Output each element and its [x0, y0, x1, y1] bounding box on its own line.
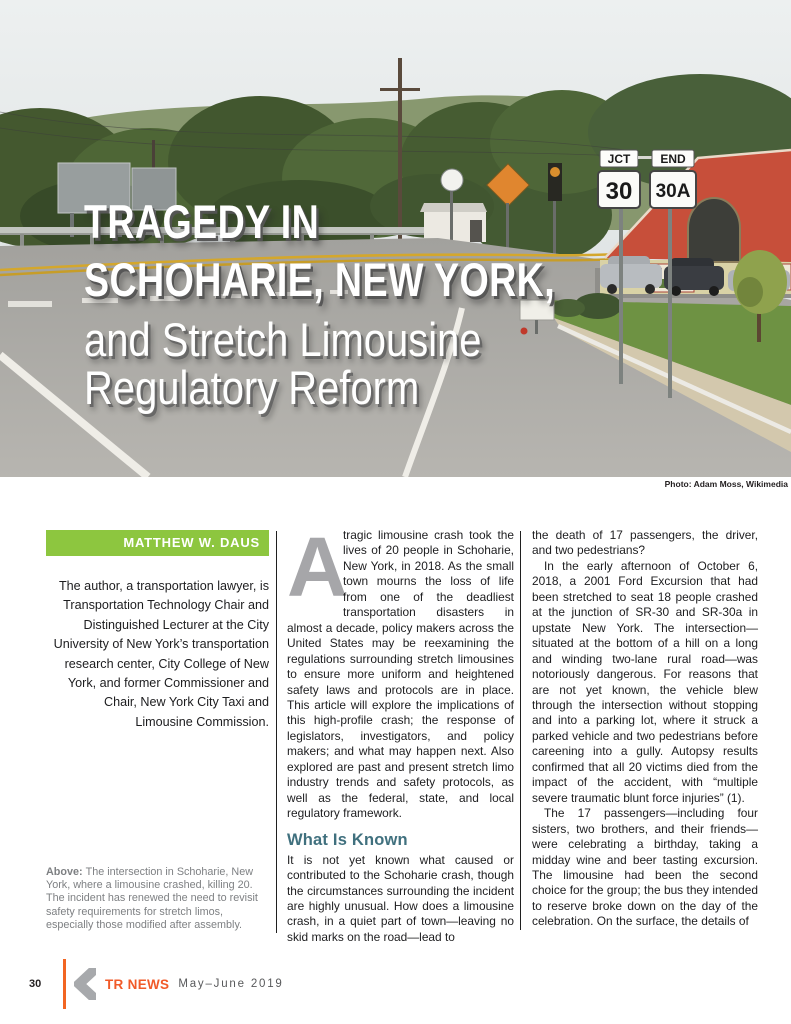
- page-footer: [29, 958, 284, 1010]
- paragraph: In the early afternoon of October 6, 2018, a 2001 Ford Excursion that had been stretched to seat 18 people crashed at the junction of SR-30 and SR-30a in upstate New York. The intersection—situated at the bottom of a hill on a long and winding two-lane rural road—was notoriously dangerous. For reasons that are not yet known, the vehicle blew through the intersection without stopping and into a parking lot, where it struck a parked vehicle and two pedestrians before careening into a gully. Autopsy results confirmed that all 20 victims died from the impact of the accident, with “multiple severe traumatic blunt force injuries” (1).: [532, 558, 758, 805]
- author-bio: The author, a transportation lawyer, is Transportation Technology Chair and Distinguished Lecturer at the City University of New York’s transportation research center, City College of New York, and former Commissioner and Chair, New York City Taxi and Limousine Commission.: [53, 579, 269, 729]
- page-number: 30: [29, 978, 42, 990]
- article-column-2: [532, 528, 758, 930]
- paragraph: It is not yet known what caused or contributed to the Schoharie crash, though the circumstances surrounding the incident are highly unusual. How does a limousine crash, in a quiet part of town—leaving no skid marks on the road—lead to: [287, 852, 514, 944]
- drop-cap: A: [287, 520, 348, 614]
- column-rule-1: [276, 531, 277, 933]
- photo-caption: [46, 866, 270, 932]
- round-route-sign: [441, 169, 463, 191]
- headline-line-2: SCHOHARIE, NEW YORK,: [84, 253, 556, 306]
- section-heading-what-is-known: What Is Known: [287, 830, 408, 849]
- photo-credit: Photo: Adam Moss, Wikimedia: [664, 479, 788, 489]
- sign-post: [535, 320, 538, 334]
- footer-orange-rule: [63, 959, 66, 1009]
- arched-window: [688, 198, 740, 262]
- hero-photo: [0, 0, 791, 477]
- headline-line-1: TRAGEDY IN: [84, 195, 320, 248]
- chevron-left-icon: [74, 968, 96, 1000]
- fire-hydrant: [521, 328, 528, 335]
- intro-text: tragic limousine crash took the lives of 20 people in Schoharie, New York, in 2018. As the small town mourns the loss of life from one of the deadliest transportation disasters in almost a decade, policy makers across the United States may be reexamining the regulations surrounding stretch limousines to ensure more uniform and heightened safety laws and protocols are in place. This article will explore the implications of this high-profile crash; the response of legislators, investigators, and policy makers; and what may happen next. Also explored are past and present stretch limo industry trends and safety protocols, as well as the federal, state, and local regulatory framework.: [287, 528, 514, 821]
- magazine-logo: TR NEWS: [105, 976, 170, 992]
- route-30a-text: 30A: [655, 181, 691, 202]
- bush: [551, 299, 585, 317]
- intro-paragraph: [287, 520, 514, 822]
- caption-label: Above:: [46, 866, 83, 878]
- column-rule-2: [520, 531, 521, 930]
- utility-pole: [398, 58, 402, 242]
- paragraph: The 17 passengers—including four sisters, two brothers, and their friends—were celebrating a birthday, taking a midday wine and beer tasting excursion. The limousine had been the second choice for the group; the bus they intended to reserve broke down on the day of the celebration. On the surface, the details of: [532, 806, 758, 929]
- headline-line-4: Regulatory Reform: [84, 361, 420, 414]
- author-name-banner: MATTHEW W. DAUS: [46, 530, 269, 556]
- route-30-text: 30: [605, 178, 633, 205]
- caption-text: The intersection in Schoharie, New York, where a limousine crashed, killing 20. The incident has renewed the need to revisit safety requirements for stretch limos, especially those modified after assembly.: [46, 866, 258, 931]
- article-column-1: [287, 520, 514, 945]
- end-sign-text: END: [660, 152, 686, 166]
- paragraph: the death of 17 passengers, the driver, and two pedestrians?: [532, 528, 758, 558]
- white-building: [420, 203, 487, 242]
- headline-line-3: and Stretch Limousine: [84, 313, 482, 366]
- issue-date: May–June 2019: [178, 978, 284, 990]
- pole-crossarm: [380, 88, 420, 91]
- jct-sign-text: JCT: [607, 152, 631, 166]
